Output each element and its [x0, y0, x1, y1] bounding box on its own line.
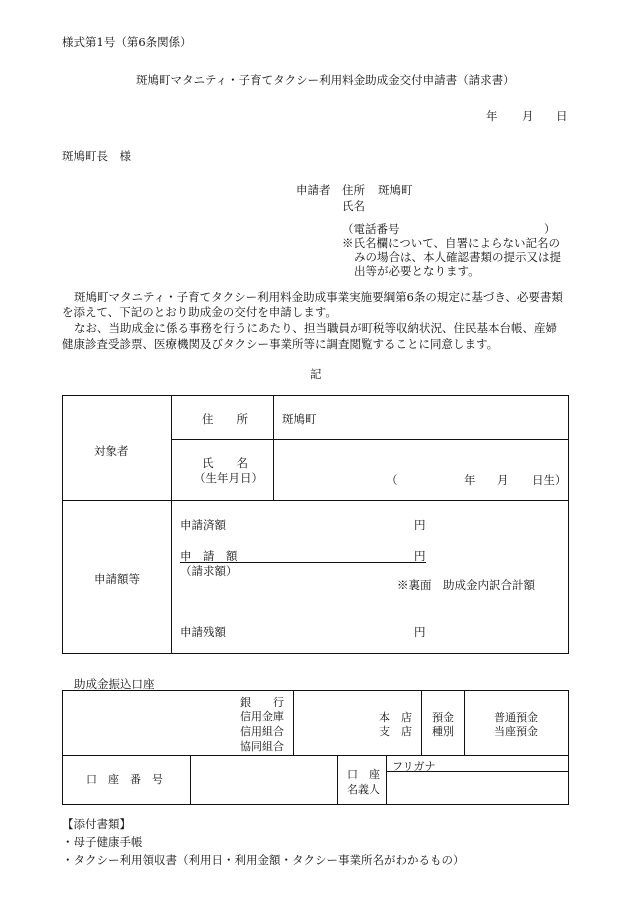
applicant-address-label: 住所 [342, 183, 365, 197]
ki-label: 記 [310, 367, 322, 381]
applicant-phone-close: ） [544, 222, 556, 236]
form-title: 斑鳩町マタニティ・子育てタクシー利用料金助成金交付申請書（請求書） [136, 73, 515, 87]
applied-amount-unit: 円 [414, 518, 426, 532]
remaining-amount-unit: 円 [414, 625, 426, 639]
inst-shinkin: 信用金庫 [240, 710, 284, 723]
birth-month: 月 [497, 473, 509, 487]
attachment-item-2: ・タクシー利用領収書（利用日・利用金額・タクシー事業所名がわかるもの） [62, 853, 465, 867]
request-amount-unit: 円 [414, 549, 426, 563]
body-para2-line2: 健康診査受診票、医療機関及びタクシー事業所等に調査閲覧することに同意します。 [62, 337, 499, 351]
main-table-hline-2 [62, 500, 569, 501]
holder-label-1: 口 座 [347, 768, 380, 781]
deposit-ordinary[interactable]: 普通預金 [494, 711, 538, 724]
addressee: 斑鳩町長 様 [62, 149, 131, 163]
table-address-value[interactable]: 斑鳩町 [282, 412, 317, 426]
applicant-name-label: 氏名 [342, 199, 365, 213]
main-table-hline-1 [171, 439, 569, 440]
branch-main: 本 店 [379, 711, 412, 724]
applicant-phone-open: （電話番号 [342, 222, 400, 236]
date-day-label: 日 [556, 109, 568, 123]
date-year-label: 年 [486, 109, 498, 123]
birth-year: 年 [464, 473, 476, 487]
bank-hline-1 [62, 755, 569, 756]
body-para1-line2: を添えて、下記のとおり助成金の交付を申請します。 [62, 305, 337, 319]
applicant-note-1: ※氏名欄について、自署によらない記名の [342, 236, 561, 250]
account-number-label: 口 座 番 号 [86, 773, 163, 786]
deposit-current[interactable]: 当座預金 [494, 725, 538, 738]
date-month-label: 月 [522, 109, 534, 123]
table-name-label: 氏 名 [202, 456, 248, 470]
main-table [62, 395, 569, 654]
bank-vline-3 [464, 690, 465, 755]
attachment-item-1: ・母子健康手帳 [62, 835, 143, 849]
amount-section-label: 申請額等 [94, 572, 140, 586]
bank-vline-1 [293, 690, 294, 755]
attachments-heading: 【添付書類】 [62, 817, 131, 831]
form-number: 様式第1号（第6条関係） [62, 35, 192, 49]
bank-vline-2 [421, 690, 422, 755]
applicant-note-2: みの場合は、本人確認書類の提示又は提 [354, 250, 561, 264]
request-amount-label: 申 請 額 [180, 549, 238, 563]
deposit-type-label-2: 種別 [432, 725, 454, 738]
bank-section-label: 助成金振込口座 [74, 677, 155, 691]
request-amount-sub: （請求額） [180, 564, 238, 578]
deposit-type-label-1: 預金 [432, 711, 454, 724]
bank-vline-4 [190, 755, 191, 805]
bank-vline-6 [386, 755, 387, 805]
inst-bank: 銀 行 [240, 696, 284, 709]
applicant-note-3: 出等が必要となります。 [354, 264, 480, 278]
inst-shinkumi: 信用組合 [240, 725, 284, 738]
table-address-label: 住 所 [202, 412, 248, 426]
holder-label-2: 名義人 [347, 783, 380, 796]
body-para1-line1: 斑鳩町マタニティ・子育てタクシー利用料金助成事業実施要綱第6条の規定に基づき、必要書類 [74, 290, 563, 304]
target-label: 対象者 [94, 444, 129, 458]
applied-amount-label: 申請済額 [180, 518, 226, 532]
remaining-amount-label: 申請残額 [180, 625, 226, 639]
bank-vline-5 [337, 755, 338, 805]
birth-open: （ [386, 473, 398, 487]
request-amount-note: ※裏面 助成金内訳合計額 [397, 578, 535, 592]
furigana-label: フリガナ [392, 760, 436, 773]
table-birth-label: （生年月日） [194, 471, 263, 485]
inst-kyodo: 協同組合 [240, 740, 284, 753]
birth-day: 日生） [532, 473, 567, 487]
main-table-vline-2 [273, 395, 274, 501]
applicant-label: 申請者 [296, 183, 331, 197]
branch-sub: 支 店 [379, 725, 412, 738]
bank-table [62, 690, 569, 805]
main-table-vline-1 [171, 395, 172, 654]
applicant-address-value: 斑鳩町 [378, 183, 413, 197]
body-para2-line1: なお、当助成金に係る事務を行うにあたり、担当職員が町税等収納状況、住民基本台帳、産婦 [74, 321, 557, 335]
